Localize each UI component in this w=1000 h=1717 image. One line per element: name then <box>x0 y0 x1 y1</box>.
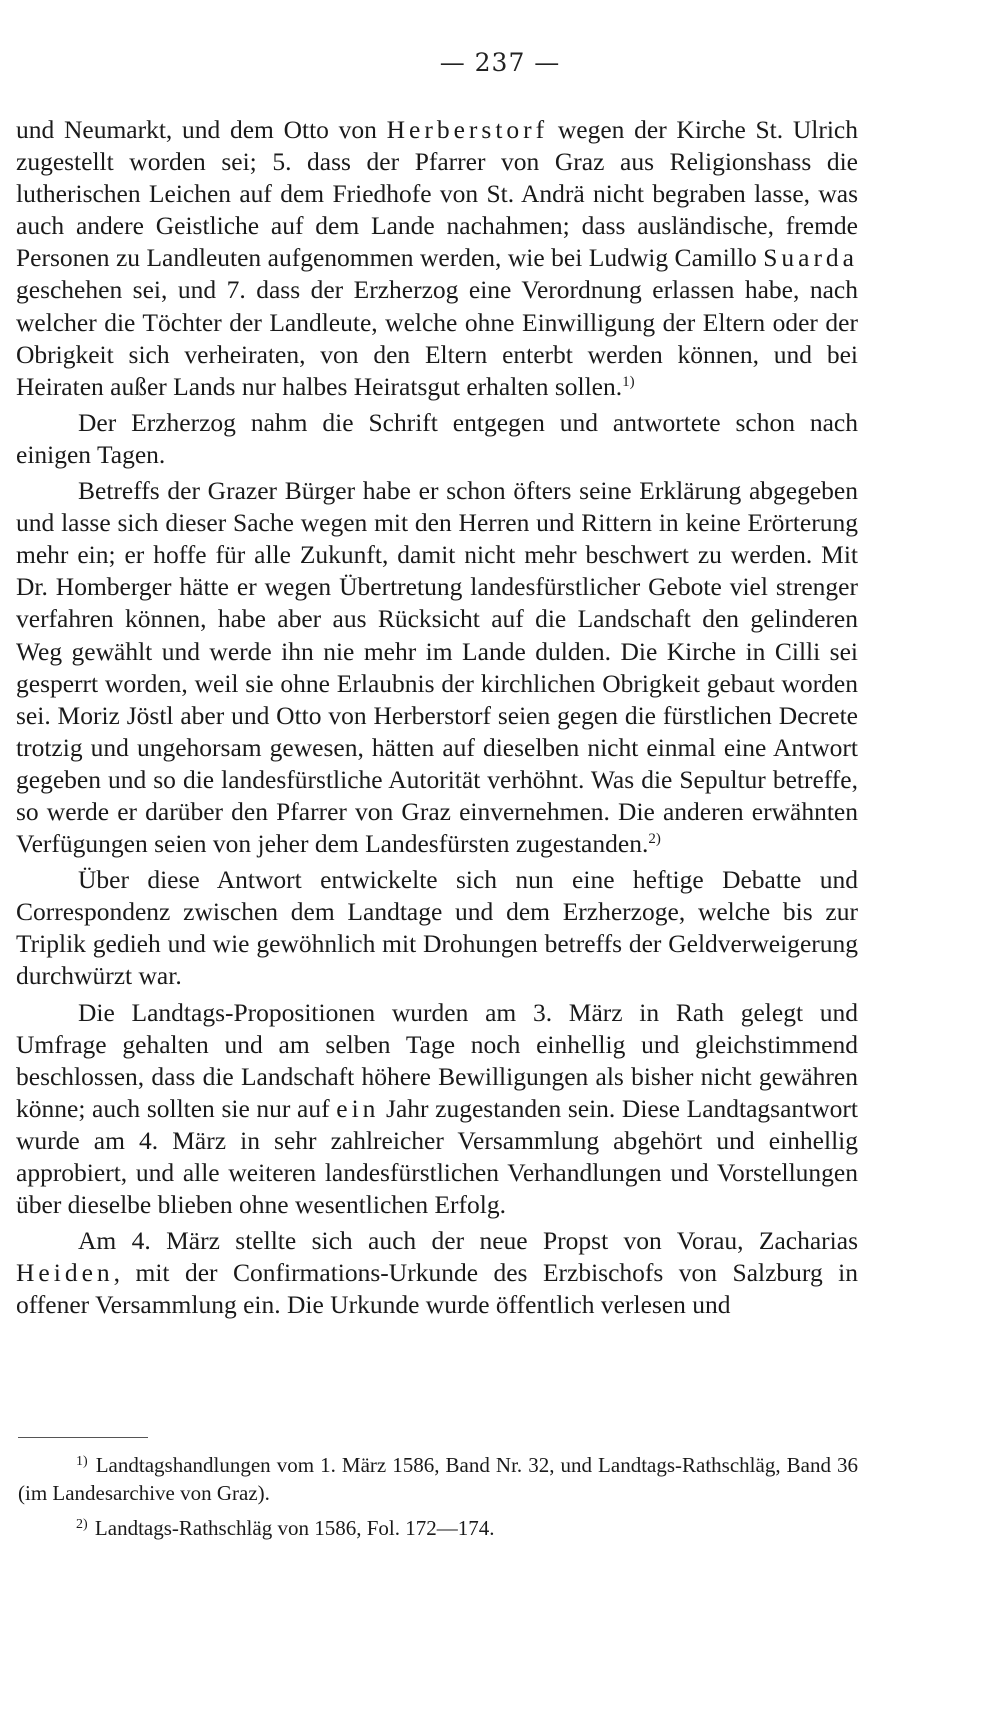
footnotes <box>18 1448 858 1546</box>
text-run: , mit der Confirmations-Urkunde des Erzbischofs von Salzburg in offener Versammlung ein. Die Urkunde wurde öffentlich verlesen und <box>16 1258 858 1320</box>
paragraph <box>16 864 858 992</box>
footnote-text: Landtagshandlungen vom 1. März 1586, Band Nr. 32, und Landtags-Rathschläg, Band 36 (im Landesarchive von Graz). <box>18 1453 858 1505</box>
text-run: Über diese Antwort entwickelte sich nun eine heftige Debatte und Correspondenz zwischen dem Landtage und dem Erzherzoge, welche bis zur Triplik gedieh und wie gewöhnlich mit Drohungen betreffs der Geldverweigerung durchwürzt war. <box>16 865 858 991</box>
text-run: und Neumarkt, und dem Otto von <box>16 115 387 144</box>
text-run: Der Erzherzog nahm die Schrift entgegen und antwortete schon nach einigen Tagen. <box>16 407 858 469</box>
page-number: — 237 — <box>439 48 561 77</box>
footnote-text: Landtags-Rathschläg von 1586, Fol. 172—174. <box>94 1516 495 1540</box>
emphasized-name: Heiden <box>16 1258 114 1288</box>
text-run: geschehen sei, und 7. dass der Erzherzog eine Verordnung erlassen habe, nach welcher die Töchter der Landleute, welche ohne Einwilligung der Eltern oder der Obrigkeit sich verheiraten, von den Eltern enterbt werden können, und bei Heiraten außer Lands nur halbes Heiratsgut erhalten sollen. <box>16 275 858 401</box>
text-run: wegen der Kirche St. Ulrich zugestellt worden sei; 5. dass der Pfarrer von Graz aus Religionshass die lutherischen Leichen auf dem Friedhofe von St. Andrä nicht begraben lasse, was auch andere Geistliche auf dem Lande nachahmen; dass ausländische, fremde Personen zu Landleuten aufgenommen werden, wie bei Ludwig Camillo <box>16 115 859 273</box>
body-text <box>16 114 858 1325</box>
footnote-mark: 2) <box>76 1517 88 1532</box>
footnote-mark: 1) <box>76 1454 88 1469</box>
footnote <box>18 1448 858 1507</box>
footnote-divider <box>18 1437 148 1438</box>
paragraph <box>16 997 858 1222</box>
footnote-reference: 1) <box>622 373 635 390</box>
footnote <box>18 1511 858 1542</box>
paragraph <box>16 1225 858 1321</box>
paragraph <box>16 475 858 860</box>
paragraph <box>16 114 858 403</box>
paragraph <box>16 407 858 471</box>
text-run: Die Landtags-Propositionen wurden am 3. März in Rath gelegt und Umfrage gehalten und am selben Tage noch einhellig und gleichstimmend beschlossen, dass die Landschaft höhere Bewilligungen als bisher nicht gewähren könne; auch sollten sie nur auf <box>16 997 858 1123</box>
emphasized-name: Herberstorf <box>386 115 549 144</box>
emphasized-name: ein <box>336 1093 380 1123</box>
emphasized-name: Suarda <box>763 243 858 273</box>
text-run: Jahr zugestanden sein. Diese Landtagsantwort wurde am 4. März in sehr zahlreicher Versammlung abgehört und einhellig approbiert, und alle weiteren landesfürstlichen Verhandlungen und Vorstellungen über dieselbe blieben ohne wesentlichen Erfolg. <box>16 1093 858 1220</box>
text-run: Betreffs der Grazer Bürger habe er schon öfters seine Erklärung abgegeben und lasse sich dieser Sache wegen mit den Herren und Rittern in keine Erörterung mehr ein; er hoffe für alle Zukunft, damit nicht mehr beschwert zu werden. Mit Dr. Homberger hätte er wegen Übertretung landesfürstlicher Gebote viel strenger verfahren können, habe aber aus Rücksicht auf die Landschaft den gelinderen Weg gewählt und werde ihn nie mehr im Lande dulden. Die Kirche in Cilli sei gesperrt worden, weil sie ohne Erlaubnis der kirchlichen Obrigkeit gebaut worden sei. Moriz Jöstl aber und Otto von Herberstorf seien gegen die fürstlichen Decrete trotzig und ungehorsam gewesen, hätten auf dieselben nicht einmal eine Antwort gegeben und so die landesfürstliche Autorität verhöhnt. Was die Sepultur betreffe, so werde er darüber den Pfarrer von Graz einvernehmen. Die anderen erwähnten Verfügungen seien von jeher dem Landesfürsten zugestanden. <box>16 476 858 859</box>
footnote-reference: 2) <box>648 831 661 848</box>
text-run: Am 4. März stellte sich auch der neue Propst von Vorau, Zacharias <box>78 1226 858 1256</box>
